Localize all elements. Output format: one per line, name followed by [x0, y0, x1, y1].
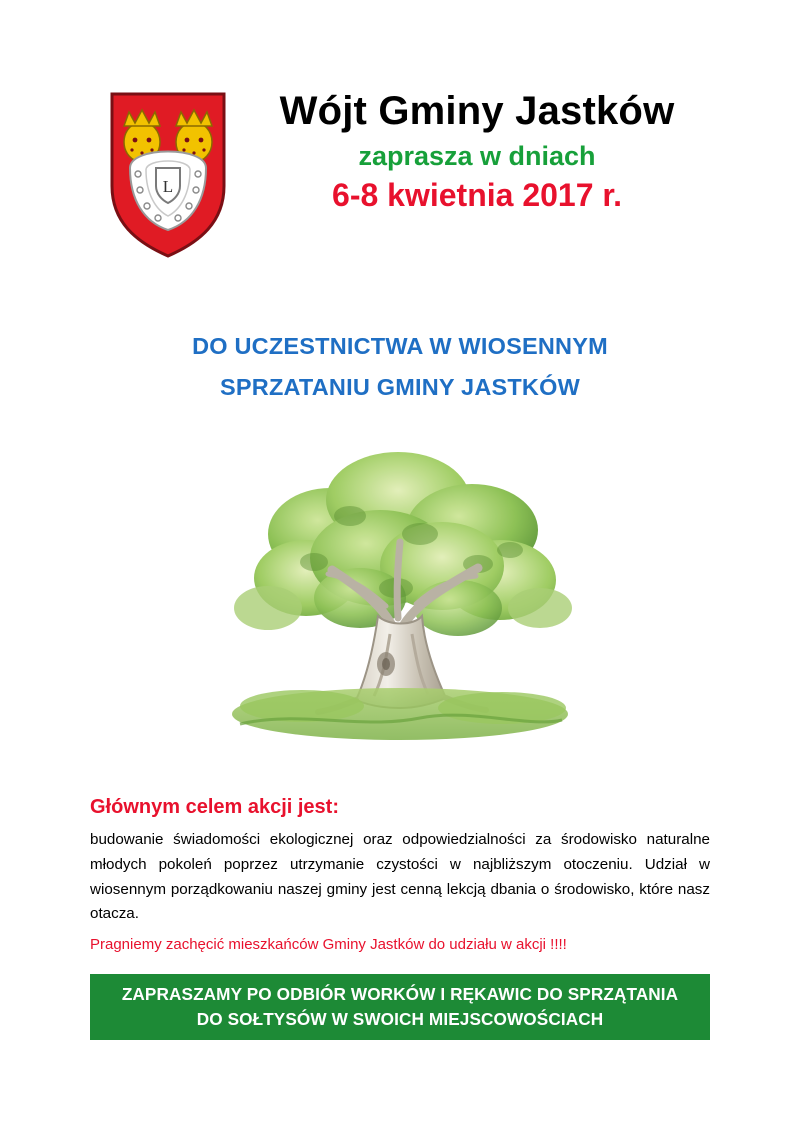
pickup-banner [90, 974, 710, 1040]
page-title: Wójt Gminy Jastków [279, 89, 675, 133]
tree-illustration [0, 438, 800, 748]
header-text-block [262, 88, 692, 214]
invite-line: zaprasza w dniach [358, 141, 596, 171]
subject-line-2: SPRZATANIU GMINY JASTKÓW [220, 374, 580, 401]
svg-text:L: L [162, 177, 174, 196]
banner-line-2: DO SOŁTYSÓW W SWOICH MIEJSCOWOŚCIACH [196, 1008, 604, 1029]
banner-line-1: ZAPRASZAMY PO ODBIÓR WORKÓW I RĘKAWIC DO SPRZĄTANIA [121, 984, 679, 1005]
goal-title: Głównym celem akcji jest: [90, 796, 339, 819]
subject-heading [0, 326, 800, 408]
goal-call-to-action: Pragniemy zachęcić mieszkańców Gminy Jastków do udziału w akcji !!!! [90, 935, 567, 953]
coat-of-arms-icon [108, 90, 228, 260]
goal-body: budowanie świadomości ekologicznej oraz odpowiedzialności za środowisko naturalne młodych pokoleń poprzez utrzymanie czystości w najbliższym otoczeniu. Udział w wiosennym porządkowaniu naszej gminy jest cenną lekcją dbania o środowisko, które nasz otacza. [90, 831, 710, 923]
subject-line-1: DO UCZESTNICTWA W WIOSENNYM [192, 333, 608, 359]
event-date: 6-8 kwietnia 2017 r. [332, 176, 622, 213]
poster-body [90, 796, 710, 956]
poster-header [0, 0, 800, 260]
